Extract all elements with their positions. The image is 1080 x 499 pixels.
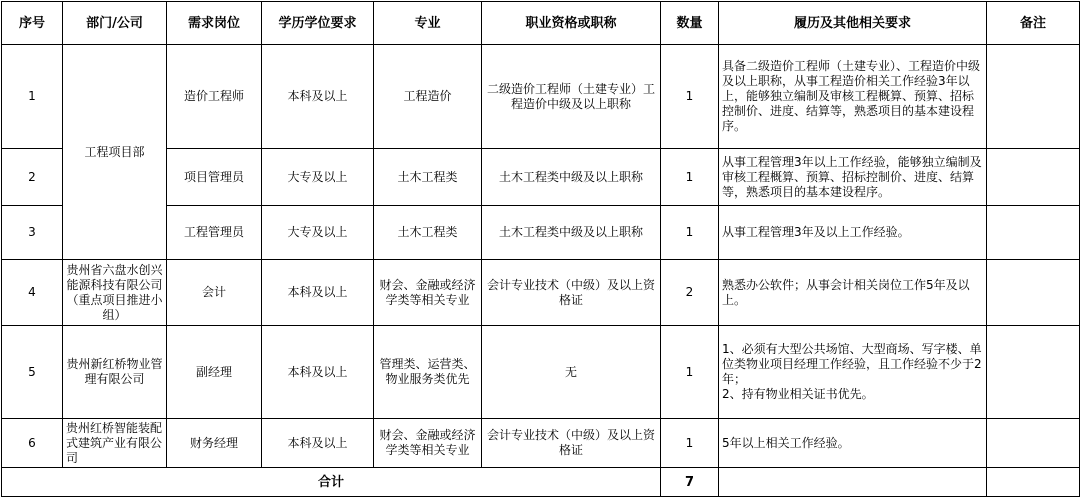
row-education: 本科及以上 [262,260,374,326]
row-qualification: 会计专业技术（中级）及以上资格证 [482,260,661,326]
row-qualification: 土木工程类中级及以上职称 [482,206,661,260]
col-header-position: 需求岗位 [167,2,262,45]
row-position: 会计 [167,260,262,326]
row-no: 4 [2,260,63,326]
row-position: 副经理 [167,326,262,419]
row-requirements: 从事工程管理3年及以上工作经验。 [719,206,987,260]
row-no: 1 [2,45,63,149]
row-requirements: 熟悉办公软件；从事会计相关岗位工作5年及以上。 [719,260,987,326]
row-count: 1 [661,206,719,260]
header-row [2,2,1080,45]
table-row [2,326,1080,419]
recruitment-table [1,1,1080,497]
row-count: 1 [661,326,719,419]
row-qualification: 无 [482,326,661,419]
row-dept: 工程项目部 [63,45,167,260]
row-count: 1 [661,419,719,468]
row-major: 土木工程类 [374,206,482,260]
total-requirements-empty [719,468,987,497]
row-major: 财会、金融或经济学类等相关专业 [374,419,482,468]
col-header-qualification: 职业资格或职称 [482,2,661,45]
table-row [2,45,1080,149]
col-header-no: 序号 [2,2,63,45]
row-position: 项目管理员 [167,149,262,206]
row-remark [987,260,1080,326]
row-dept: 贵州红桥智能装配式建筑产业有限公司 [63,419,167,468]
col-header-requirements: 履历及其他相关要求 [719,2,987,45]
col-header-major: 专业 [374,2,482,45]
requirement-line: 1、必须有大型公共场馆、大型商场、写字楼、单位类物业项目经理工作经验，且工作经验不少于2年； [722,342,982,386]
col-header-remark: 备注 [987,2,1080,45]
row-education: 大专及以上 [262,149,374,206]
total-count: 7 [661,468,719,497]
row-position: 造价工程师 [167,45,262,149]
total-label: 合计 [2,468,661,497]
row-count: 1 [661,149,719,206]
requirement-line: 2、持有物业相关证书优先。 [722,387,874,401]
row-education: 本科及以上 [262,45,374,149]
row-major: 财会、金融或经济学类等相关专业 [374,260,482,326]
row-position: 工程管理员 [167,206,262,260]
row-qualification: 土木工程类中级及以上职称 [482,149,661,206]
row-count: 2 [661,260,719,326]
row-education: 大专及以上 [262,206,374,260]
row-dept: 贵州省六盘水创兴能源科技有限公司（重点项目推进小组） [63,260,167,326]
row-qualification: 二级造价工程师（土建专业）工程造价中级及以上职称 [482,45,661,149]
row-requirements [719,326,987,419]
row-requirements: 具备二级造价工程师（土建专业）、工程造价中级及以上职称，从事工程造价相关工作经验3年以上，能够独立编制及审核工程概算、预算、招标控制价、进度、结算等，熟悉项目的基本建设程序。 [719,45,987,149]
row-position: 财务经理 [167,419,262,468]
row-count: 1 [661,45,719,149]
row-major: 土木工程类 [374,149,482,206]
row-remark [987,206,1080,260]
row-requirements: 5年以上相关工作经验。 [719,419,987,468]
row-remark [987,326,1080,419]
row-requirements: 从事工程管理3年以上工作经验，能够独立编制及审核工程概算、预算、招标控制价、进度、结算等，熟悉项目的基本建设程序。 [719,149,987,206]
total-remark-empty [987,468,1080,497]
row-remark [987,45,1080,149]
row-no: 3 [2,206,63,260]
table-row [2,260,1080,326]
col-header-dept: 部门/公司 [63,2,167,45]
row-remark [987,149,1080,206]
col-header-education: 学历学位要求 [262,2,374,45]
row-no: 2 [2,149,63,206]
row-remark [987,419,1080,468]
row-education: 本科及以上 [262,419,374,468]
row-qualification: 会计专业技术（中级）及以上资格证 [482,419,661,468]
col-header-count: 数量 [661,2,719,45]
row-major: 管理类、运营类、物业服务类优先 [374,326,482,419]
total-row [2,468,1080,497]
table-row [2,419,1080,468]
row-education: 本科及以上 [262,326,374,419]
row-dept: 贵州新红桥物业管理有限公司 [63,326,167,419]
row-no: 6 [2,419,63,468]
row-major: 工程造价 [374,45,482,149]
row-no: 5 [2,326,63,419]
